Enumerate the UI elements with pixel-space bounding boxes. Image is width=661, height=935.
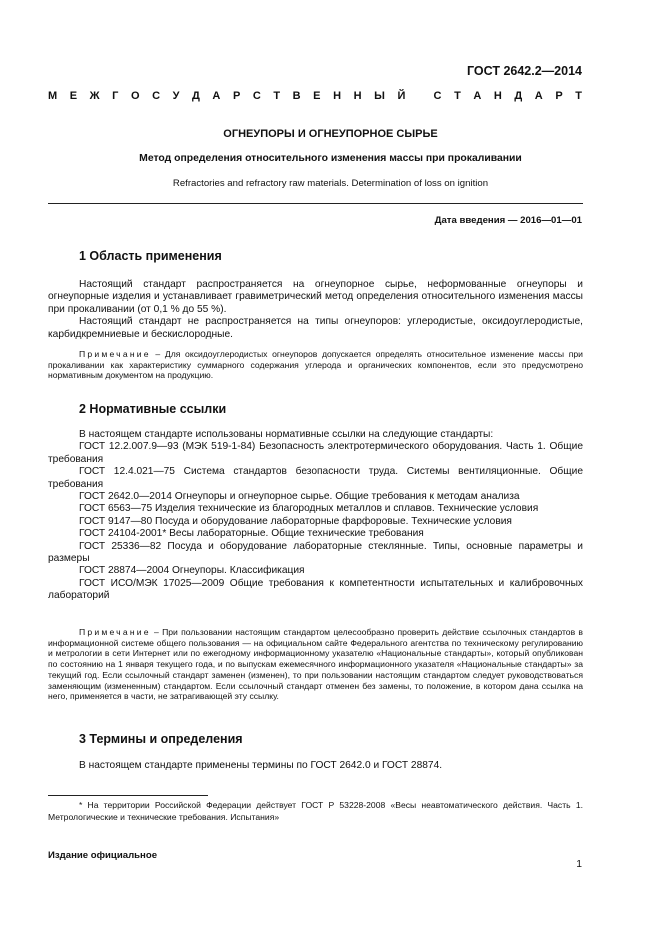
section-1-heading: 1 Область применения <box>79 249 222 263</box>
banner-letter: Ж <box>89 90 100 102</box>
section-1-paragraph: Настоящий стандарт не распространяется на типы огнеупоров: углеродистые, оксидоуглеродистые, карбидкремниевые и бескислородные. <box>48 316 583 340</box>
english-title: Refractories and refractory raw materials. Determination of loss on ignition <box>172 178 489 189</box>
banner-letter: С <box>433 90 442 102</box>
banner-letter: О <box>130 90 140 102</box>
banner-letter: С <box>252 90 261 102</box>
section-1-note <box>48 349 583 381</box>
reference-item: ГОСТ 12.2.007.9—93 (МЭК 519-1-84) Безопасность электротермического оборудования. Часть 1. Общие требования <box>48 441 583 465</box>
banner-letter: А <box>473 90 482 102</box>
note-text: – При пользовании настоящим стандартом целесообразно проверить действие ссылочных стандартов в информационной системе общего пользования — на официальном сайте Федерального агентства по техническому регулированию и метрологии в сети Интернет или по ежегодному информационному указателю «Национальные стандарты», который опубликован по состоянию на 1 января текущего года, и по выпускам ежемесячного информационного указателя «Национальные стандарты» за текущий год. Если ссылочный стандарт заменен (изменен), то при пользовании настоящим стандартом следует руководствоваться заменяющим (измененным) стандартом. Если ссылочный стандарт отменен без замены, то положение, в котором дана ссылка на него, применяется в части, не затрагивающей эту ссылку. <box>48 627 583 702</box>
interstate-standard-banner <box>48 90 582 102</box>
banner-letter: Т <box>454 90 461 102</box>
section-1-paragraph: Настоящий стандарт распространяется на огнеупорное сырье, неформованные огнеупоры и огнеупорные изделия и устанавливает гравиметрический метод определения относительного изменения массы при прокаливании (от 0,1 % до 55 %). <box>48 279 583 315</box>
reference-item: ГОСТ 25336—82 Посуда и оборудование лабораторные стеклянные. Типы, основные параметры и размеры <box>48 540 583 565</box>
section-3-body <box>48 760 583 772</box>
page-number: 1 <box>576 859 582 870</box>
banner-letter: Т <box>575 90 582 102</box>
reference-item: ГОСТ 9147—80 Посуда и оборудование лабораторные фарфоровые. Технические условия <box>79 515 512 527</box>
banner-letter: Г <box>112 90 119 102</box>
reference-item: ГОСТ 6563—75 Изделия технические из благородных металлов и сплавов. Технические условия <box>79 503 539 515</box>
section-3-heading: 3 Термины и определения <box>79 732 243 746</box>
note-text: – Для оксидоуглеродистых огнеупоров допускается определять относительное изменение массы при прокаливании как характеристику суммарного содержания углерода и органических компонентов, если это предусмотрено нормативным документом на продукцию. <box>48 349 583 381</box>
note-label: Примечание <box>79 349 151 359</box>
footnote <box>48 800 583 823</box>
banner-letter: А <box>212 90 221 102</box>
footnote-text: * На территории Российской Федерации действует ГОСТ Р 53228-2008 «Весы неавтоматического действия. Часть 1. Метрологические и технические требования. Испытания» <box>48 800 583 822</box>
note-label: Примечание <box>79 627 151 637</box>
reference-item: ГОСТ 24104-2001* Весы лабораторные. Общие технические требования <box>79 528 424 540</box>
footnote-divider <box>48 795 208 796</box>
document-subtitle: Метод определения относительного изменения массы при прокаливании <box>139 153 522 164</box>
banner-letter: М <box>48 90 58 102</box>
banner-letter: Д <box>514 90 523 102</box>
section-2-heading: 2 Нормативные ссылки <box>79 402 227 416</box>
reference-item: ГОСТ 12.4.021—75 Система стандартов безопасности труда. Системы вентиляционные. Общие требования <box>48 466 583 490</box>
section-1-body <box>48 279 583 341</box>
section-2-intro: В настоящем стандарте использованы нормативные ссылки на следующие стандарты: <box>79 429 494 440</box>
banner-letter: С <box>152 90 161 102</box>
reference-item: ГОСТ ИСО/МЭК 17025—2009 Общие требования к компетентности испытательных и калибровочных лабораторий <box>48 577 583 602</box>
banner-letter: Й <box>397 90 406 102</box>
section-2-body <box>48 429 583 603</box>
banner-letter: Е <box>69 90 78 102</box>
banner-letter: Т <box>273 90 281 102</box>
banner-letter: Н <box>493 90 502 102</box>
banner-letter: У <box>172 90 180 102</box>
banner-letter: Н <box>333 90 342 102</box>
gost-code: ГОСТ 2642.2—2014 <box>466 64 582 78</box>
section-3-paragraph: В настоящем стандарте применены термины по ГОСТ 2642.0 и ГОСТ 28874. <box>79 760 443 771</box>
reference-item: ГОСТ 28874—2004 Огнеупоры. Классификация <box>79 565 305 577</box>
banner-letter: Ы <box>374 90 385 102</box>
banner-letter: Н <box>353 90 362 102</box>
section-2-note <box>48 627 583 702</box>
banner-letter: А <box>534 90 543 102</box>
banner-letter: Д <box>192 90 200 102</box>
banner-letter: Е <box>313 90 321 102</box>
banner-letter <box>418 90 421 102</box>
banner-letter: Р <box>555 90 563 102</box>
title-divider <box>48 203 583 204</box>
reference-item: ГОСТ 2642.0—2014 Огнеупоры и огнеупорное сырье. Общие требования к методам анализа <box>79 491 520 503</box>
banner-letter: В <box>292 90 301 102</box>
introduction-date: Дата введения — 2016—01—01 <box>434 215 582 226</box>
edition-label: Издание официальное <box>48 850 158 861</box>
banner-letter: Р <box>232 90 241 102</box>
document-title: ОГНЕУПОРЫ И ОГНЕУПОРНОЕ СЫРЬЕ <box>223 128 438 140</box>
